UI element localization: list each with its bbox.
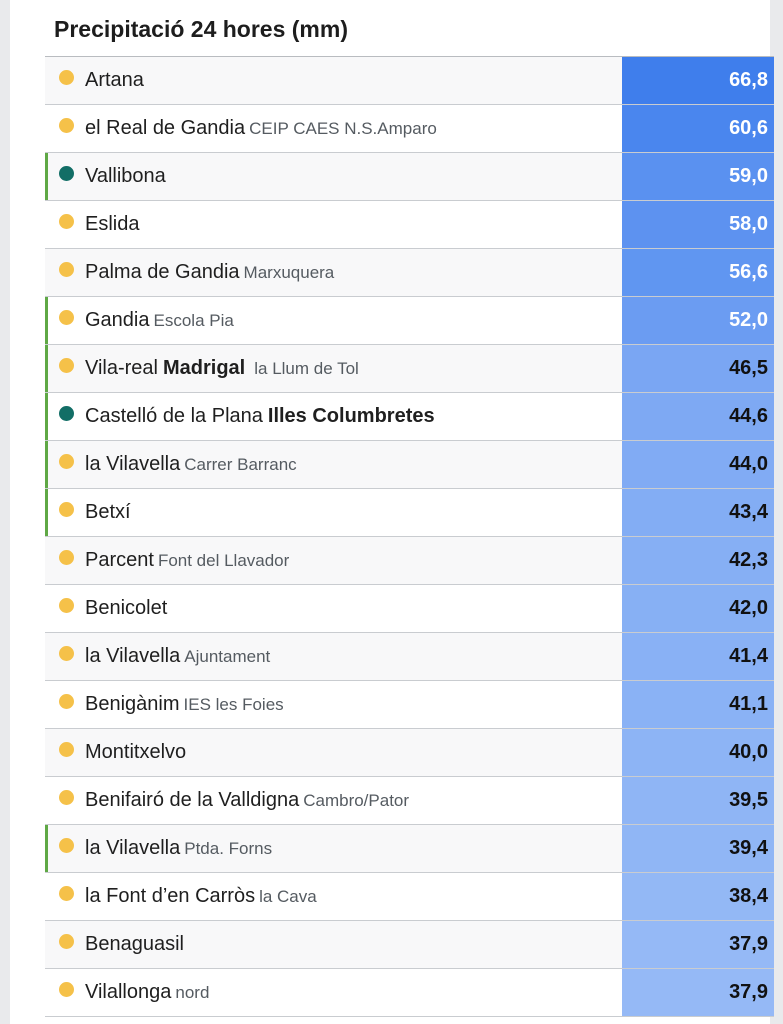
station-detail: Escola Pia (153, 311, 234, 330)
station-label (85, 489, 131, 536)
station-row[interactable] (45, 681, 774, 729)
precipitation-value: 39,4 (622, 825, 774, 872)
station-detail: IES les Foies (183, 695, 284, 714)
station-label (85, 393, 435, 440)
yellow-dot-icon (59, 70, 74, 85)
station-detail: Marxuquera (243, 263, 335, 282)
station-label (85, 441, 297, 488)
station-row[interactable] (45, 105, 774, 153)
yellow-dot-icon (59, 550, 74, 565)
station-name: la Vilavella (85, 453, 181, 475)
station-detail: Carrer Barranc (184, 455, 297, 474)
station-detail: la Llum de Tol (254, 359, 359, 378)
station-label (85, 105, 437, 152)
station-detail: la Cava (259, 887, 317, 906)
station-name: Palma de Gandia (85, 261, 240, 283)
page-title: Precipitació 24 hores (mm) (54, 16, 348, 42)
station-name: el Real de Gandia (85, 117, 246, 139)
station-row[interactable] (45, 441, 774, 489)
station-row[interactable] (45, 537, 774, 585)
precipitation-table (45, 56, 774, 1017)
yellow-dot-icon (59, 118, 74, 133)
station-label (85, 57, 144, 104)
precipitation-value: 59,0 (622, 153, 774, 200)
precipitation-value: 41,1 (622, 681, 774, 728)
station-name: Eslida (85, 213, 140, 235)
yellow-dot-icon (59, 358, 74, 373)
precipitation-value: 38,4 (622, 873, 774, 920)
station-row[interactable] (45, 921, 774, 969)
precipitation-value: 40,0 (622, 729, 774, 776)
station-row[interactable] (45, 393, 774, 441)
yellow-dot-icon (59, 790, 74, 805)
station-name: la Vilavella (85, 645, 181, 667)
station-label (85, 297, 234, 344)
precipitation-value: 58,0 (622, 201, 774, 248)
precipitation-value: 46,5 (622, 345, 774, 392)
station-name: Castelló de la Plana (85, 405, 263, 427)
teal-dot-icon (59, 166, 74, 181)
yellow-dot-icon (59, 310, 74, 325)
yellow-dot-icon (59, 454, 74, 469)
precipitation-value: 37,9 (622, 921, 774, 968)
station-row[interactable] (45, 825, 774, 873)
precipitation-value: 44,0 (622, 441, 774, 488)
station-detail: Ptda. Forns (184, 839, 273, 858)
precipitation-value: 42,3 (622, 537, 774, 584)
station-row[interactable] (45, 873, 774, 921)
station-detail: Cambro/Pator (303, 791, 410, 810)
station-row[interactable] (45, 489, 774, 537)
station-name: Parcent (85, 549, 154, 571)
yellow-dot-icon (59, 262, 74, 277)
precipitation-value: 41,4 (622, 633, 774, 680)
station-label (85, 873, 317, 920)
station-name: Montitxelvo (85, 741, 187, 763)
yellow-dot-icon (59, 502, 74, 517)
station-name: la Vilavella (85, 837, 181, 859)
station-row[interactable] (45, 633, 774, 681)
station-name: Artana (85, 69, 144, 91)
station-row[interactable] (45, 345, 774, 393)
station-name: Benicolet (85, 597, 168, 619)
yellow-dot-icon (59, 214, 74, 229)
station-name: la Font d’en Carròs (85, 885, 256, 907)
station-name: Benigànim (85, 693, 180, 715)
yellow-dot-icon (59, 838, 74, 853)
station-name: Benaguasil (85, 933, 184, 955)
yellow-dot-icon (59, 598, 74, 613)
precipitation-value: 42,0 (622, 585, 774, 632)
station-row[interactable] (45, 153, 774, 201)
station-label (85, 921, 184, 968)
station-name-bold: Illes Columbretes (267, 405, 435, 427)
station-detail: Ajuntament (184, 647, 271, 666)
yellow-dot-icon (59, 742, 74, 757)
precipitation-value: 44,6 (622, 393, 774, 440)
station-label (85, 681, 284, 728)
station-label (85, 825, 272, 872)
precipitation-value: 52,0 (622, 297, 774, 344)
precipitation-value: 39,5 (622, 777, 774, 824)
station-label (85, 249, 334, 296)
teal-dot-icon (59, 406, 74, 421)
station-detail: nord (175, 983, 210, 1002)
station-label (85, 777, 409, 824)
yellow-dot-icon (59, 694, 74, 709)
precipitation-value: 56,6 (622, 249, 774, 296)
station-name: Benifairó de la Valldigna (85, 789, 300, 811)
station-detail: CEIP CAES N.S.Amparo (249, 119, 437, 138)
station-name: Vila-real (85, 357, 158, 379)
station-label (85, 969, 209, 1016)
station-label (85, 201, 139, 248)
station-name-bold: Madrigal (163, 357, 246, 379)
station-name: Gandia (85, 309, 150, 331)
station-row[interactable] (45, 585, 774, 633)
station-label (85, 585, 167, 632)
precipitation-value: 37,9 (622, 969, 774, 1016)
station-row[interactable] (45, 201, 774, 249)
station-name: Vilallonga (85, 981, 172, 1003)
station-row[interactable] (45, 969, 774, 1017)
station-label (85, 537, 289, 584)
station-label (85, 153, 166, 200)
station-row[interactable] (45, 777, 774, 825)
yellow-dot-icon (59, 934, 74, 949)
precipitation-card (10, 0, 770, 1024)
station-name: Vallibona (85, 165, 166, 187)
station-label (85, 633, 270, 680)
yellow-dot-icon (59, 982, 74, 997)
station-row[interactable] (45, 729, 774, 777)
station-row[interactable] (45, 249, 774, 297)
station-row[interactable] (45, 57, 774, 105)
yellow-dot-icon (59, 646, 74, 661)
precipitation-value: 43,4 (622, 489, 774, 536)
station-detail: Font del Llavador (157, 551, 290, 570)
precipitation-value: 60,6 (622, 105, 774, 152)
station-label (85, 345, 359, 392)
yellow-dot-icon (59, 886, 74, 901)
station-row[interactable] (45, 297, 774, 345)
precipitation-value: 66,8 (622, 57, 774, 104)
station-label (85, 729, 186, 776)
station-name: Betxí (85, 501, 131, 523)
